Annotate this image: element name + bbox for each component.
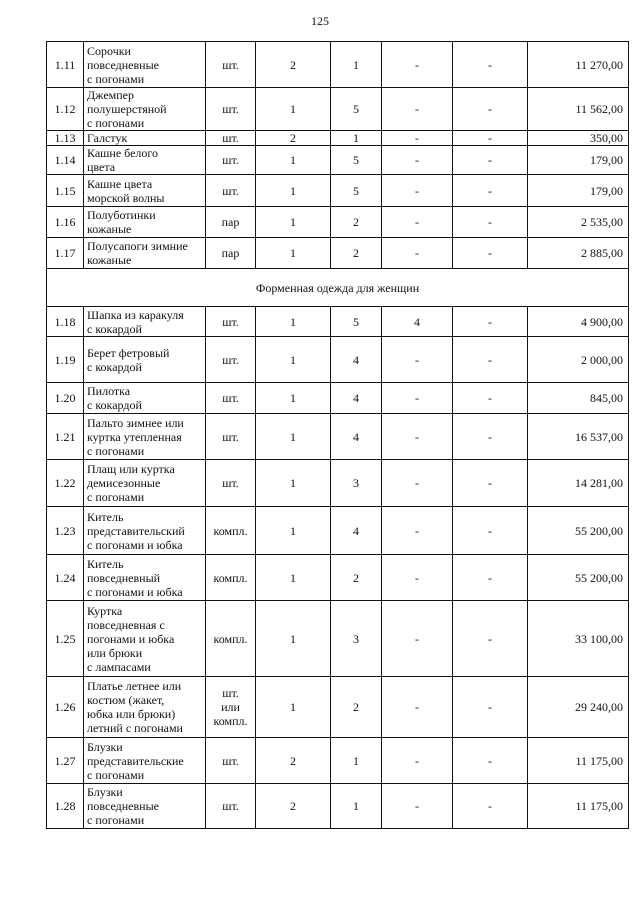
extra-column-a-cell: -	[382, 238, 453, 269]
extra-column-a-cell: -	[382, 146, 453, 175]
quantity-cell: 1	[256, 383, 331, 414]
row-number-cell: 1.27	[47, 738, 84, 784]
extra-column-b-cell: -	[453, 238, 528, 269]
table-row	[47, 207, 629, 238]
table-row	[47, 414, 629, 460]
price-cell: 179,00	[528, 175, 629, 207]
page-number: 125	[311, 14, 329, 28]
price-cell: 11 175,00	[528, 784, 629, 829]
quantity-cell: 2	[256, 42, 331, 88]
row-number-cell: 1.20	[47, 383, 84, 414]
quantity-cell: 1	[256, 175, 331, 207]
uniform-table	[46, 41, 629, 829]
row-number-cell: 1.22	[47, 460, 84, 507]
unit-cell: шт.	[206, 460, 256, 507]
extra-column-b-cell: -	[453, 383, 528, 414]
unit-cell: шт.	[206, 784, 256, 829]
unit-cell: шт.	[206, 88, 256, 131]
unit-cell: шт.	[206, 175, 256, 207]
quantity-cell: 1	[256, 414, 331, 460]
table-row	[47, 460, 629, 507]
item-name-cell: Блузки представительские с погонами	[84, 738, 206, 784]
wear-period-cell: 5	[331, 307, 382, 337]
section-title: Форменная одежда для женщин	[47, 269, 629, 307]
item-name-cell: Пилотка с кокардой	[84, 383, 206, 414]
row-number-cell: 1.13	[47, 131, 84, 146]
quantity-cell: 1	[256, 555, 331, 601]
extra-column-a-cell: -	[382, 131, 453, 146]
extra-column-b-cell: -	[453, 131, 528, 146]
extra-column-b-cell: -	[453, 460, 528, 507]
extra-column-a-cell: -	[382, 175, 453, 207]
unit-cell: шт.	[206, 131, 256, 146]
price-cell: 16 537,00	[528, 414, 629, 460]
row-number-cell: 1.23	[47, 507, 84, 555]
item-name-cell: Галстук	[84, 131, 206, 146]
table-row	[47, 42, 629, 88]
table-row	[47, 738, 629, 784]
extra-column-a-cell: -	[382, 88, 453, 131]
extra-column-a-cell: -	[382, 337, 453, 383]
extra-column-b-cell: -	[453, 601, 528, 677]
table-row	[47, 175, 629, 207]
price-cell: 11 562,00	[528, 88, 629, 131]
item-name-cell: Куртка повседневная с погонами и юбка или брюки с лампасами	[84, 601, 206, 677]
item-name-cell: Китель повседневный с погонами и юбка	[84, 555, 206, 601]
quantity-cell: 1	[256, 207, 331, 238]
price-cell: 11 270,00	[528, 42, 629, 88]
item-name-cell: Джемпер полушерстяной с погонами	[84, 88, 206, 131]
table-row	[47, 337, 629, 383]
extra-column-b-cell: -	[453, 738, 528, 784]
quantity-cell: 1	[256, 507, 331, 555]
quantity-cell: 1	[256, 88, 331, 131]
row-number-cell: 1.21	[47, 414, 84, 460]
unit-cell: шт.	[206, 146, 256, 175]
price-cell: 29 240,00	[528, 677, 629, 738]
price-cell: 4 900,00	[528, 307, 629, 337]
price-cell: 14 281,00	[528, 460, 629, 507]
extra-column-a-cell: -	[382, 555, 453, 601]
unit-cell: компл.	[206, 601, 256, 677]
wear-period-cell: 4	[331, 383, 382, 414]
row-number-cell: 1.18	[47, 307, 84, 337]
item-name-cell: Полуботинки кожаные	[84, 207, 206, 238]
extra-column-b-cell: -	[453, 307, 528, 337]
unit-cell: пар	[206, 207, 256, 238]
unit-cell: компл.	[206, 555, 256, 601]
wear-period-cell: 4	[331, 337, 382, 383]
wear-period-cell: 5	[331, 175, 382, 207]
price-cell: 179,00	[528, 146, 629, 175]
quantity-cell: 1	[256, 460, 331, 507]
quantity-cell: 2	[256, 131, 331, 146]
unit-cell: шт.	[206, 337, 256, 383]
table-row	[47, 146, 629, 175]
unit-cell: шт.	[206, 414, 256, 460]
extra-column-b-cell: -	[453, 88, 528, 131]
price-cell: 55 200,00	[528, 507, 629, 555]
wear-period-cell: 1	[331, 784, 382, 829]
price-cell: 2 885,00	[528, 238, 629, 269]
price-cell: 350,00	[528, 131, 629, 146]
extra-column-b-cell: -	[453, 42, 528, 88]
item-name-cell: Кашне цвета морской волны	[84, 175, 206, 207]
extra-column-b-cell: -	[453, 507, 528, 555]
table-row	[47, 88, 629, 131]
item-name-cell: Полусапоги зимние кожаные	[84, 238, 206, 269]
item-name-cell: Шапка из каракуля с кокардой	[84, 307, 206, 337]
table-row	[47, 131, 629, 146]
wear-period-cell: 5	[331, 146, 382, 175]
row-number-cell: 1.17	[47, 238, 84, 269]
wear-period-cell: 4	[331, 414, 382, 460]
unit-cell: шт.	[206, 42, 256, 88]
table-row	[47, 507, 629, 555]
extra-column-a-cell: -	[382, 460, 453, 507]
table-row	[47, 677, 629, 738]
unit-cell: шт.	[206, 383, 256, 414]
item-name-cell: Платье летнее или костюм (жакет, юбка или брюки) летний с погонами	[84, 677, 206, 738]
item-name-cell: Блузки повседневные с погонами	[84, 784, 206, 829]
price-cell: 845,00	[528, 383, 629, 414]
extra-column-b-cell: -	[453, 414, 528, 460]
price-cell: 2 000,00	[528, 337, 629, 383]
extra-column-a-cell: -	[382, 383, 453, 414]
quantity-cell: 1	[256, 601, 331, 677]
extra-column-b-cell: -	[453, 677, 528, 738]
item-name-cell: Плащ или куртка демисезонные с погонами	[84, 460, 206, 507]
unit-cell: пар	[206, 238, 256, 269]
table-row	[47, 784, 629, 829]
row-number-cell: 1.26	[47, 677, 84, 738]
quantity-cell: 1	[256, 307, 331, 337]
row-number-cell: 1.12	[47, 88, 84, 131]
wear-period-cell: 3	[331, 460, 382, 507]
extra-column-b-cell: -	[453, 175, 528, 207]
extra-column-b-cell: -	[453, 784, 528, 829]
quantity-cell: 2	[256, 738, 331, 784]
wear-period-cell: 4	[331, 507, 382, 555]
section-row	[47, 269, 629, 307]
extra-column-a-cell: -	[382, 414, 453, 460]
row-number-cell: 1.25	[47, 601, 84, 677]
extra-column-b-cell: -	[453, 146, 528, 175]
extra-column-b-cell: -	[453, 337, 528, 383]
extra-column-a-cell: -	[382, 42, 453, 88]
price-cell: 33 100,00	[528, 601, 629, 677]
wear-period-cell: 2	[331, 238, 382, 269]
table-row	[47, 601, 629, 677]
wear-period-cell: 1	[331, 738, 382, 784]
unit-cell: шт. или компл.	[206, 677, 256, 738]
wear-period-cell: 2	[331, 555, 382, 601]
quantity-cell: 2	[256, 784, 331, 829]
extra-column-a-cell: -	[382, 677, 453, 738]
extra-column-a-cell: -	[382, 507, 453, 555]
unit-cell: компл.	[206, 507, 256, 555]
quantity-cell: 1	[256, 238, 331, 269]
wear-period-cell: 5	[331, 88, 382, 131]
price-cell: 11 175,00	[528, 738, 629, 784]
table-row	[47, 555, 629, 601]
wear-period-cell: 2	[331, 207, 382, 238]
table-row	[47, 307, 629, 337]
row-number-cell: 1.16	[47, 207, 84, 238]
extra-column-a-cell: 4	[382, 307, 453, 337]
wear-period-cell: 1	[331, 42, 382, 88]
row-number-cell: 1.14	[47, 146, 84, 175]
quantity-cell: 1	[256, 337, 331, 383]
price-cell: 2 535,00	[528, 207, 629, 238]
item-name-cell: Кашне белого цвета	[84, 146, 206, 175]
row-number-cell: 1.24	[47, 555, 84, 601]
wear-period-cell: 2	[331, 677, 382, 738]
table-row	[47, 383, 629, 414]
row-number-cell: 1.19	[47, 337, 84, 383]
wear-period-cell: 3	[331, 601, 382, 677]
row-number-cell: 1.15	[47, 175, 84, 207]
price-cell: 55 200,00	[528, 555, 629, 601]
row-number-cell: 1.28	[47, 784, 84, 829]
row-number-cell: 1.11	[47, 42, 84, 88]
item-name-cell: Сорочки повседневные с погонами	[84, 42, 206, 88]
item-name-cell: Китель представительский с погонами и юбка	[84, 507, 206, 555]
table-row	[47, 238, 629, 269]
extra-column-a-cell: -	[382, 207, 453, 238]
extra-column-a-cell: -	[382, 601, 453, 677]
unit-cell: шт.	[206, 307, 256, 337]
extra-column-a-cell: -	[382, 784, 453, 829]
extra-column-b-cell: -	[453, 207, 528, 238]
unit-cell: шт.	[206, 738, 256, 784]
extra-column-b-cell: -	[453, 555, 528, 601]
item-name-cell: Пальто зимнее или куртка утепленная с погонами	[84, 414, 206, 460]
wear-period-cell: 1	[331, 131, 382, 146]
extra-column-a-cell: -	[382, 738, 453, 784]
quantity-cell: 1	[256, 677, 331, 738]
item-name-cell: Берет фетровый с кокардой	[84, 337, 206, 383]
quantity-cell: 1	[256, 146, 331, 175]
